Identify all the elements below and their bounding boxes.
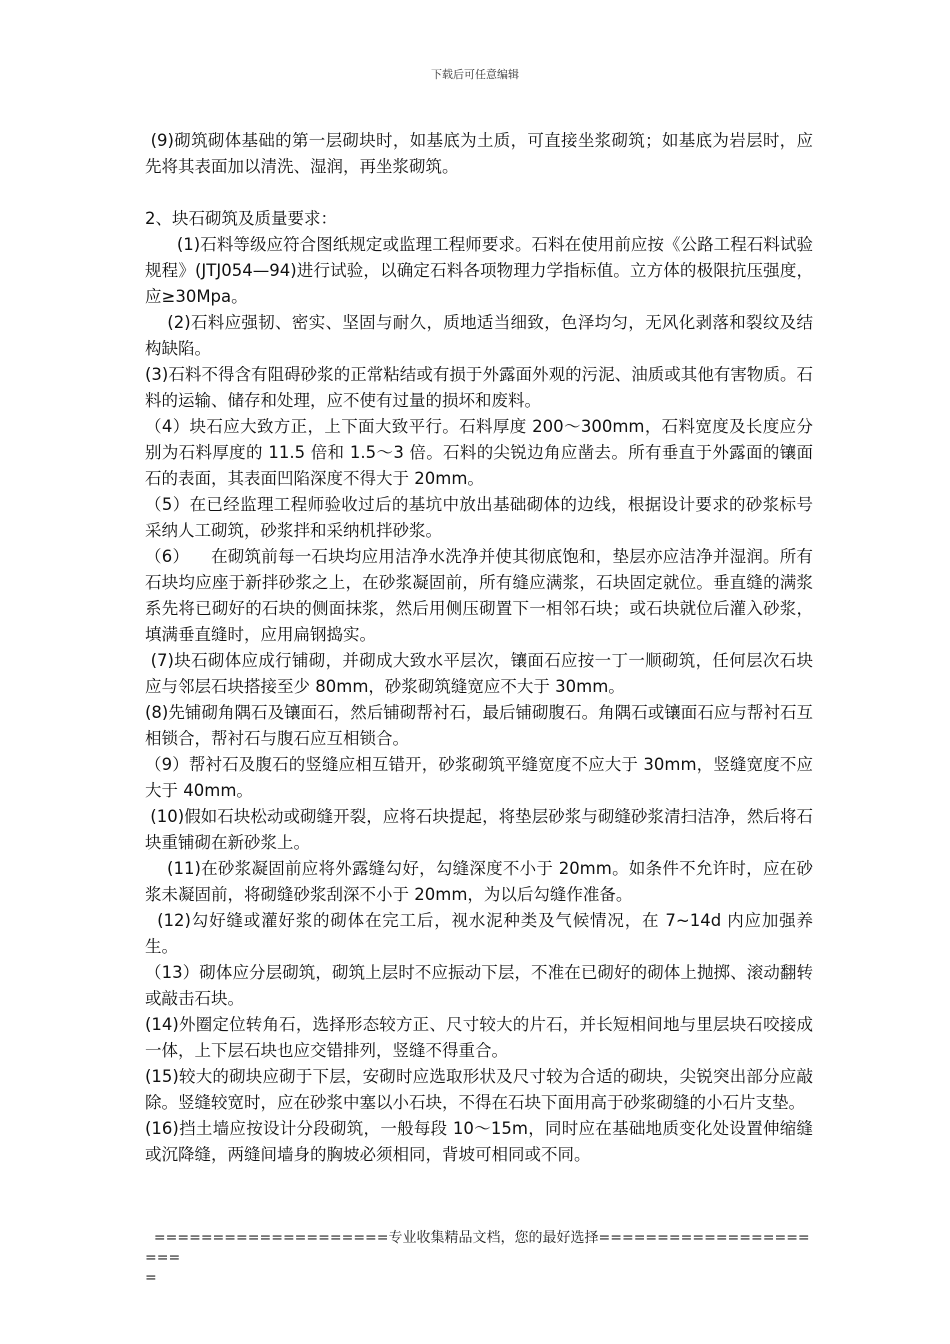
paragraph-item-5: （5）在已经监理工程师验收过后的基坑中放出基础砌体的边线，根据设计要求的砂浆标号采纳人工砌筑，砂浆拌和采纳机拌砂浆。 bbox=[145, 495, 813, 540]
paragraph-1: (9)砌筑砌体基础的第一层砌块时，如基底为土质，可直接坐浆砌筑；如基底为岩层时，应先将其表面加以清洗、湿润，再坐浆砌筑。 bbox=[145, 131, 813, 176]
paragraph-item-7: (7)块石砌体应成行铺砌，并砌成大致水平层次，镶面石应按一丁一顺砌筑，任何层次石块应与邻层石块搭接至少 80mm，砂浆砌筑缝宽应不大于 30mm。 bbox=[145, 651, 813, 696]
paragraph-item-16: (16)挡土墙应按设计分段砌筑，一般每段 10～15m，同时应在基础地质变化处设置伸缩缝或沉降缝，两缝间墙身的胸坡必须相同，背坡可相同或不同。 bbox=[145, 1119, 813, 1164]
paragraph-item-10: (10)假如石块松动或砌缝开裂，应将石块提起，将垫层砂浆与砌缝砂浆清扫洁净，然后将石块重铺砌在新砂浆上。 bbox=[145, 807, 813, 852]
paragraph-item-3: (3)石料不得含有阻碍砂浆的正常粘结或有损于外露面外观的污泥、油质或其他有害物质。石料的运输、储存和处理，应不使有过量的损坏和废料。 bbox=[145, 365, 813, 410]
section-heading: 2、块石砌筑及质量要求： bbox=[145, 209, 337, 228]
paragraph-item-1: (1)石料等级应符合图纸规定或监理工程师要求。石料在使用前应按《公路工程石料试验规程》(JTJ054—94)进行试验，以确定石料各项物理力学指标值。立方体的极限抗压强度，应≥30Mpa。 bbox=[145, 235, 813, 306]
page-header: 下载后可任意编辑 bbox=[431, 68, 519, 81]
document-body bbox=[145, 128, 819, 1168]
paragraph-item-11: (11)在砂浆凝固前应将外露缝勾好，勾缝深度不小于 20mm。如条件不允许时，应在砂浆未凝固前，将砌缝砂浆刮深不小于 20mm，为以后勾缝作准备。 bbox=[145, 859, 813, 904]
paragraph-item-14: (14)外圈定位转角石，选择形态较方正、尺寸较大的片石，并长短相间地与里层块石咬接成一体，上下层石块也应交错排列，竖缝不得重合。 bbox=[145, 1015, 813, 1060]
blank-line bbox=[145, 180, 813, 206]
paragraph-item-13: （13）砌体应分层砌筑，砌筑上层时不应振动下层，不准在已砌好的砌体上抛掷、滚动翻转或敲击石块。 bbox=[145, 963, 813, 1008]
paragraph-item-15: (15)较大的砌块应砌于下层，安砌时应选取形状及尺寸较为合适的砌块，尖锐突出部分应敲除。竖缝较宽时，应在砂浆中塞以小石块，不得在石块下面用高于砂浆砌缝的小石片支垫。 bbox=[145, 1067, 813, 1112]
paragraph-item-12: (12)勾好缝或灌好浆的砌体在完工后，视水泥种类及气候情况，在 7~14d 内应加强养生。 bbox=[145, 911, 813, 956]
paragraph-item-8: (8)先铺砌角隅石及镶面石，然后铺砌帮衬石，最后铺砌腹石。角隅石或镶面石应与帮衬石互相锁合，帮衬石与腹石应互相锁合。 bbox=[145, 703, 813, 748]
page-footer: ====================专业收集精品文档，您的最好选择===================== = bbox=[145, 1230, 810, 1286]
paragraph-item-9: （9）帮衬石及腹石的竖缝应相互错开，砂浆砌筑平缝宽度不应大于 30mm，竖缝宽度不应大于 40mm。 bbox=[145, 755, 813, 800]
paragraph-item-6: （6） 在砌筑前每一石块均应用洁净水洗净并使其彻底饱和，垫层亦应洁净并湿润。所有石块均应座于新拌砂浆之上，在砂浆凝固前，所有缝应满浆，石块固定就位。垂直缝的满浆系先将已砌好的石块的侧面抹浆，然后用侧压砌置下一相邻石块；或石块就位后灌入砂浆， 填满垂直缝时，应用扁钢捣实。 bbox=[145, 547, 819, 644]
paragraph-item-4: （4）块石应大致方正，上下面大致平行。石料厚度 200～300mm，石料宽度及长度应分别为石料厚度的 11.5 倍和 1.5～3 倍。石料的尖锐边角应凿去。所有垂直于外露面的镶面石的表面，其表面凹陷深度不得大于 20mm。 bbox=[145, 417, 813, 488]
paragraph-item-2: (2)石料应强韧、密实、坚固与耐久，质地适当细致，色泽均匀，无风化剥落和裂纹及结构缺陷。 bbox=[145, 313, 813, 358]
